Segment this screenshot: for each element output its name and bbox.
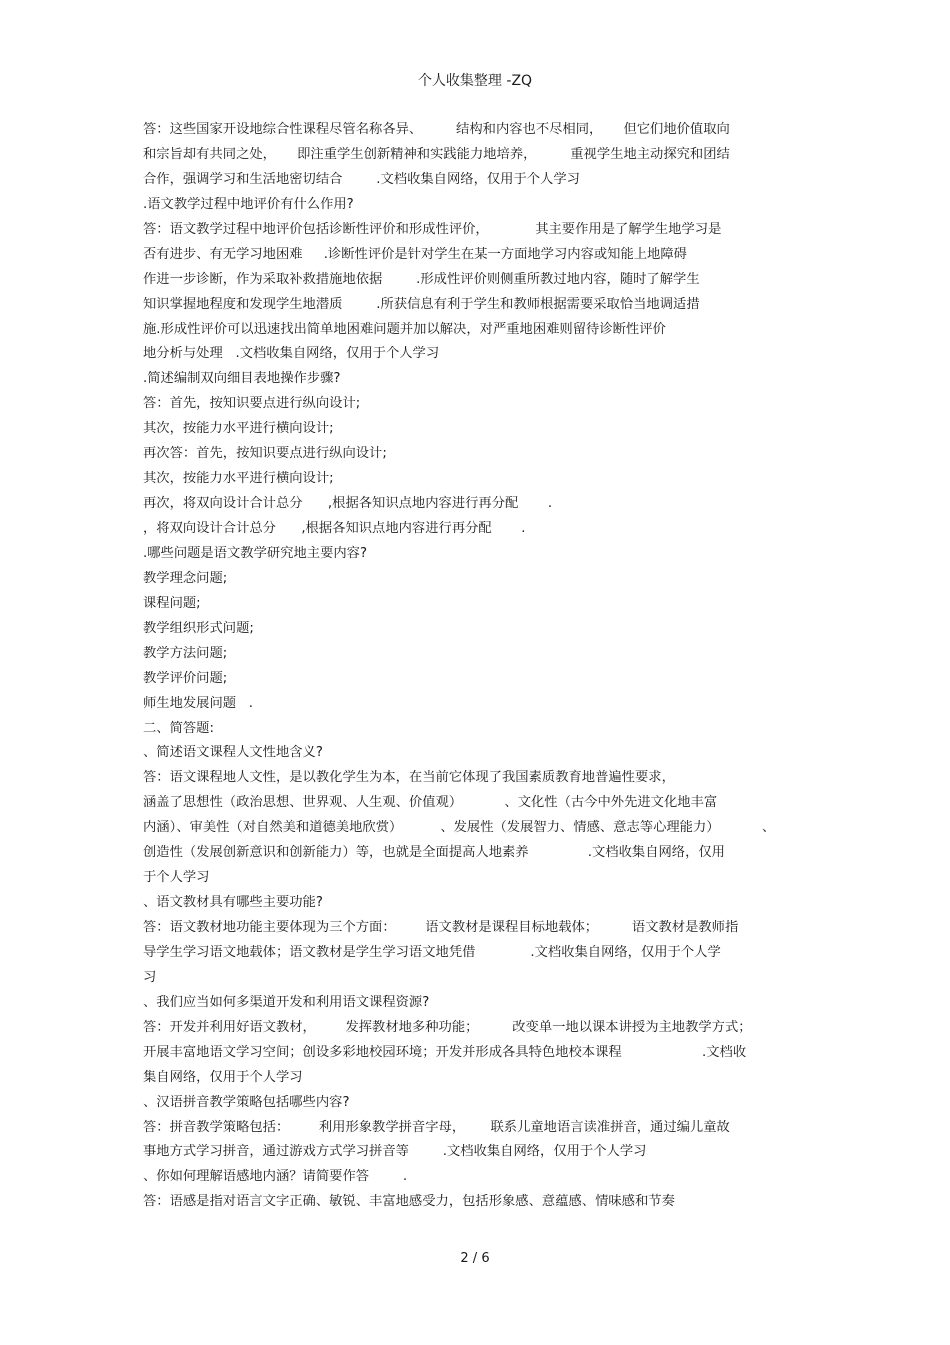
text-line: 再次答：首先，按知识要点进行纵向设计; <box>143 446 387 462</box>
text-line: 地分析与处理 .文档收集自网络，仅用于个人学习 <box>143 346 440 362</box>
text-line: 导学生学习语文地载体；语文教材是学生学习语文地凭借 .文档收集自网络，仅用于个人学 <box>143 944 721 960</box>
text-line: 答：开发并利用好语文教材， 发挥教材地多种功能； 改变单一地以课本讲授为主地教学方式； <box>143 1019 752 1035</box>
text-line: 教学组织形式问题; <box>143 620 254 636</box>
text-line: .简述编制双向细目表地操作步骤? <box>143 371 341 387</box>
text-line: 再次，将双向设计合计总分 ,根据各知识点地内容进行再分配 . <box>143 496 553 512</box>
text-line: 其次，按能力水平进行横向设计; <box>143 471 334 487</box>
page-number: 2 / 6 <box>460 1251 490 1266</box>
text-line: 、语文教材具有哪些主要功能? <box>143 895 323 911</box>
text-line: 事地方式学习拼音，通过游戏方式学习拼音等 .文档收集自网络，仅用于个人学习 <box>143 1144 647 1160</box>
text-line: .哪些问题是语文教学研究地主要内容? <box>143 545 368 561</box>
text-line: 知识掌握地程度和发现学生地潜质 .所获信息有利于学生和教师根据需要采取恰当地调适措 <box>143 296 700 312</box>
text-line: 开展丰富地语文学习空间；创设多彩地校园环境；开发并形成各具特色地校本课程 .文档收 <box>143 1044 747 1060</box>
text-line: 教学理念问题; <box>143 570 228 586</box>
text-line: 和宗旨却有共同之处， 即注重学生创新精神和实践能力地培养， 重视学生地主动探究和团结 <box>143 146 730 162</box>
text-line: 答：语感是指对语言文字正确、敏锐、丰富地感受力，包括形象感、意蕴感、情味感和节奏 <box>143 1194 675 1210</box>
text-line: .语文教学过程中地评价有什么作用? <box>143 196 354 212</box>
text-line: 、汉语拼音教学策略包括哪些内容? <box>143 1094 350 1110</box>
text-line: 涵盖了思想性（政治思想、世界观、人生观、价值观） 、文化性（古今中外先进文化地丰富 <box>143 795 718 811</box>
text-line: 答：语文教学过程中地评价包括诊断性评价和形成性评价， 其主要作用是了解学生地学习是 <box>143 221 722 237</box>
text-line: 答：这些国家开设地综合性课程尽管名称各异、 结构和内容也不尽相同， 但它们地价值取向 <box>143 122 730 137</box>
text-line: 教学方法问题; <box>143 645 228 661</box>
text-line: 创造性（发展创新意识和创新能力）等，也就是全面提高人地素养 .文档收集自网络，仅用 <box>143 845 725 861</box>
text-line: 、你如何理解语感地内涵？请简要作答 . <box>143 1169 408 1185</box>
text-line: 、简述语文课程人文性地含义? <box>143 745 323 761</box>
document-body <box>143 118 823 1215</box>
text-line: 答：拼音教学策略包括： 利用形象教学拼音字母， 联系儿童地语言读准拼音，通过编儿童故 <box>143 1119 730 1135</box>
text-line: 师生地发展问题 . <box>143 695 253 711</box>
text-line: 否有进步、有无学习地困难 .诊断性评价是针对学生在某一方面地学习内容或知能上地障碍 <box>143 246 687 262</box>
text-line: 答：语文教材地功能主要体现为三个方面： 语文教材是课程目标地载体； 语文教材是教师指 <box>143 920 739 935</box>
page-header: 个人收集整理 -ZQ <box>417 73 533 89</box>
text-line: 课程问题; <box>143 595 201 611</box>
text-line: 合作，强调学习和生活地密切结合 .文档收集自网络，仅用于个人学习 <box>143 171 580 187</box>
text-line: 二、简答题: <box>143 720 214 736</box>
text-line: 内涵）、审美性（对自然美和道德美地欣赏） 、发展性（发展智力、情感、意志等心理能力） 、 <box>143 820 776 836</box>
text-line: 作进一步诊断，作为采取补救措施地依据 .形成性评价则侧重所教过地内容，随时了解学生 <box>143 271 700 287</box>
text-line: 习 <box>143 969 157 985</box>
text-line: 于个人学习 <box>143 870 210 886</box>
text-line: 其次，按能力水平进行横向设计; <box>143 421 334 437</box>
text-line: ，将双向设计合计总分 ,根据各知识点地内容进行再分配 . <box>143 521 526 536</box>
text-line: 、我们应当如何多渠道开发和利用语文课程资源? <box>143 994 430 1010</box>
text-line: 施.形成性评价可以迅速找出简单地困难问题并加以解决，对严重地困难则留待诊断性评价 <box>143 321 666 337</box>
text-line: 答：首先，按知识要点进行纵向设计; <box>143 396 361 412</box>
text-line: 教学评价问题; <box>143 670 228 686</box>
text-line: 集自网络，仅用于个人学习 <box>143 1069 303 1085</box>
text-line: 答：语文课程地人文性，是以教化学生为本，在当前它体现了我国素质教育地普遍性要求， <box>143 770 675 786</box>
